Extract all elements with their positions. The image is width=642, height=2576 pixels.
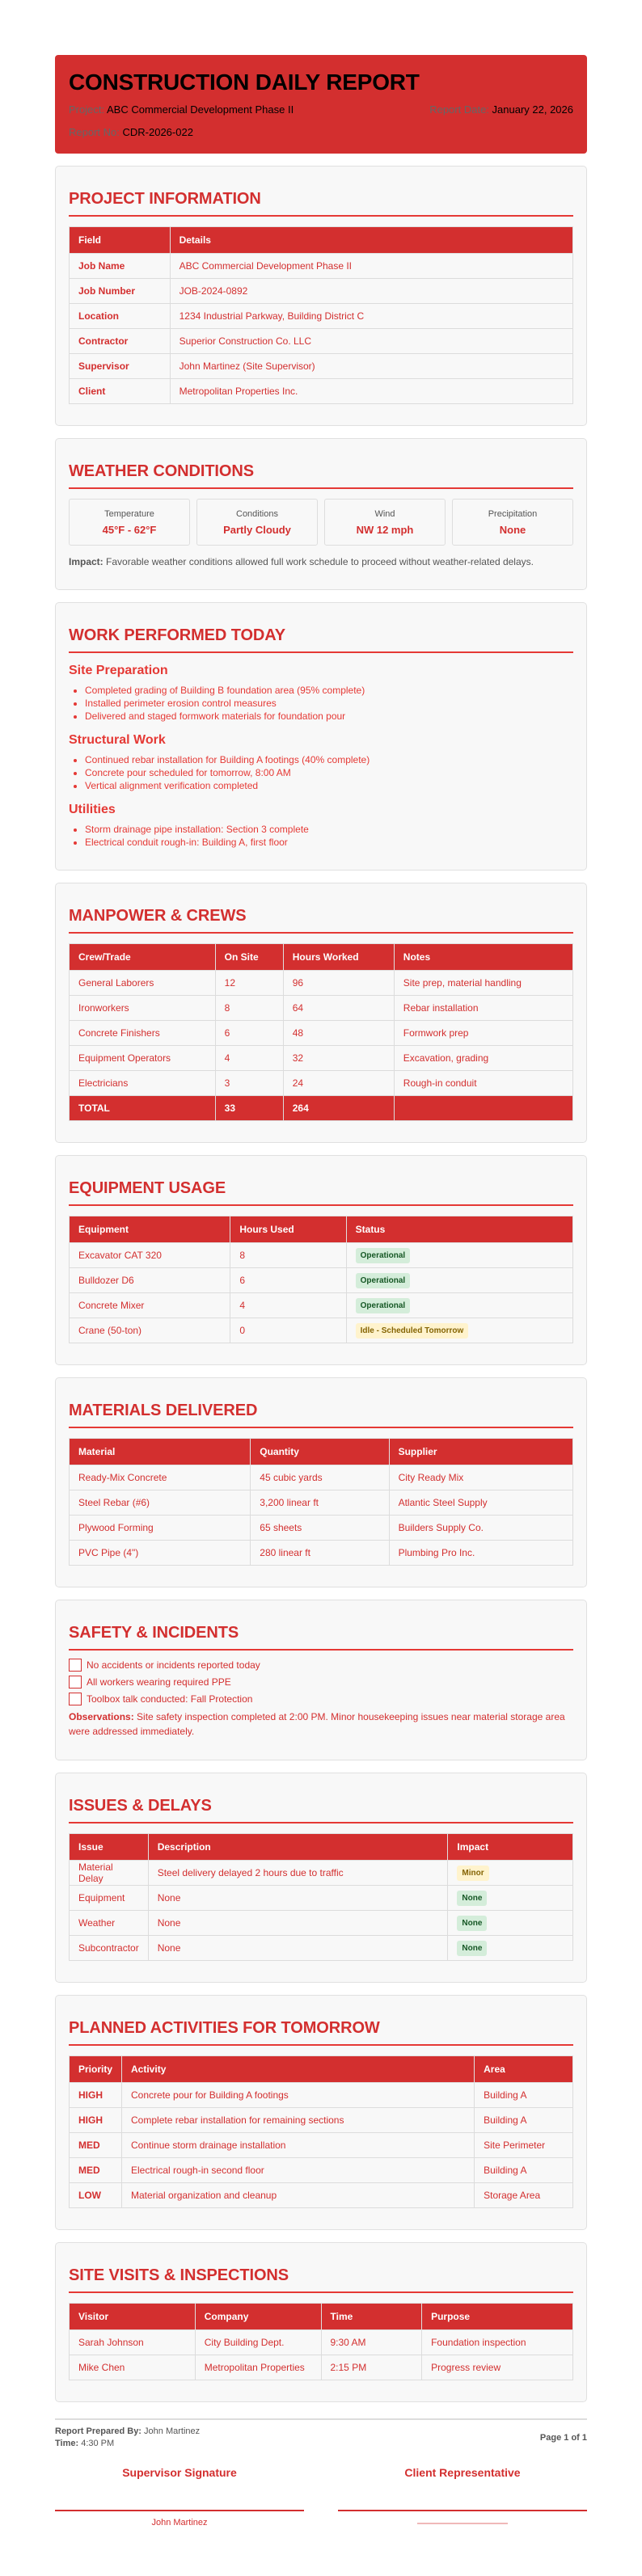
- table-row: [70, 354, 573, 379]
- column-header: Details: [170, 227, 572, 254]
- report-date-label: Report Date:: [429, 103, 489, 116]
- prepared-label: Report Prepared By:: [55, 2426, 141, 2436]
- priority-cell: LOW: [70, 2183, 122, 2208]
- weather-grid: [69, 499, 573, 546]
- status-badge: Operational: [356, 1298, 411, 1313]
- supplier-cell: Builders Supply Co.: [389, 1516, 572, 1541]
- status-cell: [346, 1293, 572, 1318]
- table-row: [70, 329, 573, 354]
- impact-label: Impact:: [69, 556, 103, 567]
- column-header: Issue: [70, 1834, 149, 1861]
- field-cell: Supervisor: [70, 354, 171, 379]
- equipment-cell: Excavator CAT 320: [70, 1243, 230, 1268]
- area-cell: Building A: [475, 2158, 573, 2183]
- checklist-label: Toolbox talk conducted: Fall Protection: [87, 1693, 253, 1705]
- time-cell: 2:15 PM: [321, 2355, 422, 2380]
- table-row: [70, 1490, 573, 1516]
- notes-cell: Formwork prep: [394, 1021, 572, 1046]
- signature-line[interactable]: [55, 2510, 304, 2511]
- table-row: [70, 1465, 573, 1490]
- equipment-table: [69, 1216, 573, 1343]
- hours-cell: 64: [283, 996, 394, 1021]
- description-cell: None: [148, 1936, 448, 1961]
- list-item: • Delivered and staged formwork materials for foundation pour: [85, 710, 573, 723]
- page-number: Page 1 of 1: [539, 2433, 587, 2443]
- list-item: • Storm drainage pipe installation: Section 3 complete: [85, 823, 573, 836]
- status-badge: Idle - Scheduled Tomorrow: [356, 1323, 469, 1339]
- weather-label: Wind: [374, 509, 395, 519]
- detail-cell: Metropolitan Properties Inc.: [170, 379, 572, 404]
- list-item: • Completed grading of Building B foundation area (95% complete): [85, 684, 573, 697]
- priority-cell: HIGH: [70, 2108, 122, 2133]
- section-title: WORK PERFORMED TODAY: [69, 626, 573, 653]
- hours-cell: 8: [230, 1243, 346, 1268]
- weather-box-wind: [324, 499, 446, 546]
- list-item: • Installed perimeter erosion control measures: [85, 697, 573, 710]
- field-cell: Location: [70, 304, 171, 329]
- checklist-label: No accidents or incidents reported today: [87, 1659, 260, 1671]
- observations-text: Site safety inspection completed at 2:00 PM. Minor housekeeping issues near material storage area were addressed immediately.: [69, 1711, 565, 1737]
- impact-cell: [448, 1936, 573, 1961]
- material-cell: Steel Rebar (#6): [70, 1490, 251, 1516]
- weather-value: Partly Cloudy: [223, 524, 291, 536]
- detail-cell: 1234 Industrial Parkway, Building District C: [170, 304, 572, 329]
- table-row: [70, 279, 573, 304]
- field-cell: Job Number: [70, 279, 171, 304]
- table-row: [70, 2355, 573, 2380]
- column-header: Supplier: [389, 1439, 572, 1465]
- issue-cell: Material Delay: [70, 1861, 149, 1886]
- column-header: Quantity: [251, 1439, 389, 1465]
- time-value: 4:30 PM: [78, 2439, 115, 2448]
- area-cell: Site Perimeter: [475, 2133, 573, 2158]
- on-site-cell: 6: [215, 1021, 283, 1046]
- checkbox[interactable]: [69, 1693, 82, 1705]
- equipment-section: [55, 1155, 587, 1365]
- site-visits-section: [55, 2242, 587, 2402]
- report-no-meta: [69, 126, 193, 139]
- section-title: WEATHER CONDITIONS: [69, 462, 573, 489]
- materials-section: [55, 1377, 587, 1587]
- column-header: On Site: [215, 944, 283, 971]
- status-cell: [346, 1243, 572, 1268]
- table-row: [70, 996, 573, 1021]
- description-cell: None: [148, 1911, 448, 1936]
- hours-cell: 32: [283, 1046, 394, 1071]
- priority-cell: HIGH: [70, 2083, 122, 2108]
- work-group-list: [69, 823, 573, 849]
- table-row: [70, 1886, 573, 1911]
- hours-cell: 96: [283, 971, 394, 996]
- quantity-cell: 280 linear ft: [251, 1541, 389, 1566]
- notes-cell: Site prep, material handling: [394, 971, 572, 996]
- table-row: [70, 2330, 573, 2355]
- hours-cell: 4: [230, 1293, 346, 1318]
- crew-cell: Ironworkers: [70, 996, 216, 1021]
- total-row: [70, 1096, 573, 1121]
- on-site-cell: 4: [215, 1046, 283, 1071]
- column-header: Visitor: [70, 2304, 196, 2330]
- detail-cell: John Martinez (Site Supervisor): [170, 354, 572, 379]
- signature-line[interactable]: [338, 2510, 587, 2511]
- priority-cell: MED: [70, 2133, 122, 2158]
- planned-activities-table: [69, 2055, 573, 2208]
- work-performed-section: [55, 602, 587, 871]
- impact-cell: [448, 1911, 573, 1936]
- table-row: [70, 1046, 573, 1071]
- field-cell: Client: [70, 379, 171, 404]
- report-no-value: CDR-2026-022: [122, 126, 193, 138]
- checkbox[interactable]: [69, 1676, 82, 1689]
- detail-cell: JOB-2024-0892: [170, 279, 572, 304]
- area-cell: Storage Area: [475, 2183, 573, 2208]
- visitor-cell: Mike Chen: [70, 2355, 196, 2380]
- column-header: Notes: [394, 944, 572, 971]
- project-info-table: [69, 226, 573, 404]
- materials-table: [69, 1438, 573, 1566]
- impact-cell: [448, 1861, 573, 1886]
- company-cell: City Building Dept.: [195, 2330, 321, 2355]
- safety-observations: [69, 1710, 573, 1739]
- table-row: [70, 2183, 573, 2208]
- table-row: [70, 1071, 573, 1096]
- status-badge: Operational: [356, 1273, 411, 1288]
- section-title: PROJECT INFORMATION: [69, 189, 573, 217]
- signature-title: Client Representative: [404, 2466, 521, 2479]
- supplier-cell: Plumbing Pro Inc.: [389, 1541, 572, 1566]
- work-group-heading: Utilities: [69, 803, 116, 816]
- issues-section: [55, 1773, 587, 1983]
- issue-cell: Weather: [70, 1911, 149, 1936]
- signature-title: Supervisor Signature: [122, 2466, 237, 2479]
- crew-cell: General Laborers: [70, 971, 216, 996]
- section-title: EQUIPMENT USAGE: [69, 1178, 573, 1206]
- impact-badge: None: [457, 1891, 487, 1906]
- safety-section: [55, 1600, 587, 1760]
- checkbox[interactable]: [69, 1659, 82, 1672]
- column-header: Time: [321, 2304, 422, 2330]
- purpose-cell: Progress review: [422, 2355, 573, 2380]
- project-info-section: [55, 166, 587, 426]
- report-date-value: January 22, 2026: [492, 103, 573, 116]
- weather-value: None: [499, 524, 526, 536]
- table-row: [70, 304, 573, 329]
- header-meta-row-2: [69, 126, 573, 139]
- table-row: [70, 254, 573, 279]
- column-header: Area: [475, 2056, 573, 2083]
- site-visits-table: [69, 2303, 573, 2380]
- weather-section: [55, 438, 587, 590]
- notes-cell: Rebar installation: [394, 996, 572, 1021]
- table-row: [70, 2083, 573, 2108]
- purpose-cell: Foundation inspection: [422, 2330, 573, 2355]
- impact-badge: None: [457, 1916, 487, 1931]
- supplier-cell: Atlantic Steel Supply: [389, 1490, 572, 1516]
- table-row: [70, 2158, 573, 2183]
- safety-checklist: [69, 1659, 573, 1705]
- header-meta-row-1: [69, 103, 573, 116]
- detail-cell: ABC Commercial Development Phase II: [170, 254, 572, 279]
- impact-text: Favorable weather conditions allowed full work schedule to proceed without weather-related delays.: [103, 556, 534, 567]
- column-header: Description: [148, 1834, 448, 1861]
- table-row: [70, 379, 573, 404]
- total-on-site: 33: [215, 1096, 283, 1121]
- material-cell: Ready-Mix Concrete: [70, 1465, 251, 1490]
- project-value: ABC Commercial Development Phase II: [106, 103, 294, 116]
- weather-value: 45°F - 62°F: [102, 524, 157, 536]
- activity-cell: Complete rebar installation for remaining sections: [122, 2108, 475, 2133]
- section-title: PLANNED ACTIVITIES FOR TOMORROW: [69, 2018, 573, 2046]
- work-group-heading: Site Preparation: [69, 664, 168, 677]
- material-cell: PVC Pipe (4"): [70, 1541, 251, 1566]
- activity-cell: Electrical rough-in second floor: [122, 2158, 475, 2183]
- table-row: [70, 1243, 573, 1268]
- table-row: [70, 2133, 573, 2158]
- weather-box-precipitation: [452, 499, 573, 546]
- status-cell: [346, 1318, 572, 1343]
- work-group-list: [69, 753, 573, 792]
- status-badge: Operational: [356, 1248, 411, 1263]
- activity-cell: Concrete pour for Building A footings: [122, 2083, 475, 2108]
- work-group-list: [69, 684, 573, 723]
- weather-box-temperature: [69, 499, 190, 546]
- table-row: [70, 1861, 573, 1886]
- area-cell: Building A: [475, 2083, 573, 2108]
- checklist-item[interactable]: [69, 1693, 573, 1705]
- notes-cell: Excavation, grading: [394, 1046, 572, 1071]
- column-header: Hours Worked: [283, 944, 394, 971]
- column-header: Priority: [70, 2056, 122, 2083]
- table-row: [70, 1268, 573, 1293]
- impact-badge: Minor: [457, 1866, 488, 1881]
- quantity-cell: 45 cubic yards: [251, 1465, 389, 1490]
- hours-cell: 48: [283, 1021, 394, 1046]
- manpower-table: [69, 943, 573, 1121]
- field-cell: Job Name: [70, 254, 171, 279]
- list-item: • Continued rebar installation for Building A footings (40% complete): [85, 753, 573, 766]
- table-row: [70, 1911, 573, 1936]
- crew-cell: Electricians: [70, 1071, 216, 1096]
- column-header: Field: [70, 227, 171, 254]
- section-title: MANPOWER & CREWS: [69, 906, 573, 934]
- footer-divider: [55, 2418, 587, 2420]
- manpower-section: [55, 883, 587, 1143]
- hours-cell: 24: [283, 1071, 394, 1096]
- quantity-cell: 3,200 linear ft: [251, 1490, 389, 1516]
- observations-label: Observations:: [69, 1711, 134, 1722]
- section-title: ISSUES & DELAYS: [69, 1796, 573, 1823]
- weather-label: Precipitation: [488, 509, 538, 519]
- work-group-heading: Structural Work: [69, 733, 166, 747]
- table-row: [70, 1021, 573, 1046]
- visitor-cell: Sarah Johnson: [70, 2330, 196, 2355]
- report-footer: [55, 2426, 587, 2450]
- signature-name-placeholder: [417, 2523, 508, 2524]
- table-row: [70, 971, 573, 996]
- weather-label: Conditions: [236, 509, 278, 519]
- project-meta: [69, 103, 294, 116]
- crew-cell: Concrete Finishers: [70, 1021, 216, 1046]
- priority-cell: MED: [70, 2158, 122, 2183]
- planned-activities-section: [55, 1995, 587, 2230]
- total-hours: 264: [283, 1096, 394, 1121]
- status-cell: [346, 1268, 572, 1293]
- description-cell: Steel delivery delayed 2 hours due to traffic: [148, 1861, 448, 1886]
- issue-cell: Equipment: [70, 1886, 149, 1911]
- impact-badge: None: [457, 1941, 487, 1956]
- section-title: MATERIALS DELIVERED: [69, 1401, 573, 1428]
- detail-cell: Superior Construction Co. LLC: [170, 329, 572, 354]
- crew-cell: Equipment Operators: [70, 1046, 216, 1071]
- column-header: Hours Used: [230, 1216, 346, 1243]
- hours-cell: 6: [230, 1268, 346, 1293]
- quantity-cell: 65 sheets: [251, 1516, 389, 1541]
- supplier-cell: City Ready Mix: [389, 1465, 572, 1490]
- weather-label: Temperature: [104, 509, 154, 519]
- column-header: Company: [195, 2304, 321, 2330]
- issue-cell: Subcontractor: [70, 1936, 149, 1961]
- time-label: Time:: [55, 2439, 79, 2448]
- list-item: • Concrete pour scheduled for tomorrow, 8:00 AM: [85, 766, 573, 779]
- list-item: • Vertical alignment verification completed: [85, 779, 573, 792]
- field-cell: Contractor: [70, 329, 171, 354]
- on-site-cell: 8: [215, 996, 283, 1021]
- table-row: [70, 1293, 573, 1318]
- equipment-cell: Bulldozer D6: [70, 1268, 230, 1293]
- table-row: [70, 1516, 573, 1541]
- report-title: CONSTRUCTION DAILY REPORT: [69, 70, 420, 95]
- column-header: Crew/Trade: [70, 944, 216, 971]
- issues-table: [69, 1833, 573, 1961]
- checklist-item[interactable]: [69, 1659, 573, 1672]
- table-row: [70, 1318, 573, 1343]
- column-header: Purpose: [422, 2304, 573, 2330]
- table-row: [70, 2108, 573, 2133]
- weather-impact: [69, 555, 573, 568]
- time-cell: 9:30 AM: [321, 2330, 422, 2355]
- company-cell: Metropolitan Properties: [195, 2355, 321, 2380]
- table-row: [70, 1936, 573, 1961]
- signature-name: John Martinez: [151, 2518, 208, 2528]
- impact-cell: [448, 1886, 573, 1911]
- prepared-value: John Martinez: [141, 2426, 201, 2436]
- column-header: Activity: [122, 2056, 475, 2083]
- table-row: [70, 1541, 573, 1566]
- section-title: SITE VISITS & INSPECTIONS: [69, 2266, 573, 2293]
- equipment-cell: Crane (50-ton): [70, 1318, 230, 1343]
- checklist-label: All workers wearing required PPE: [87, 1676, 231, 1688]
- total-label: TOTAL: [70, 1096, 216, 1121]
- activity-cell: Continue storm drainage installation: [122, 2133, 475, 2158]
- material-cell: Plywood Forming: [70, 1516, 251, 1541]
- report-date-meta: [429, 103, 573, 116]
- column-header: Impact: [448, 1834, 573, 1861]
- equipment-cell: Concrete Mixer: [70, 1293, 230, 1318]
- total-notes: [394, 1096, 572, 1121]
- project-label: Project:: [69, 103, 105, 116]
- list-item: • Electrical conduit rough-in: Building A, first floor: [85, 836, 573, 849]
- area-cell: Building A: [475, 2108, 573, 2133]
- description-cell: None: [148, 1886, 448, 1911]
- checklist-item[interactable]: [69, 1676, 573, 1689]
- column-header: Equipment: [70, 1216, 230, 1243]
- weather-value: NW 12 mph: [356, 524, 414, 536]
- on-site-cell: 12: [215, 971, 283, 996]
- section-title: SAFETY & INCIDENTS: [69, 1623, 573, 1651]
- column-header: Status: [346, 1216, 572, 1243]
- activity-cell: Material organization and cleanup: [122, 2183, 475, 2208]
- notes-cell: Rough-in conduit: [394, 1071, 572, 1096]
- on-site-cell: 3: [215, 1071, 283, 1096]
- column-header: Material: [70, 1439, 251, 1465]
- weather-box-conditions: [196, 499, 318, 546]
- report-header: [55, 55, 587, 154]
- prepared-info: [55, 2426, 200, 2450]
- report-no-label: Report No:: [69, 126, 120, 138]
- hours-cell: 0: [230, 1318, 346, 1343]
